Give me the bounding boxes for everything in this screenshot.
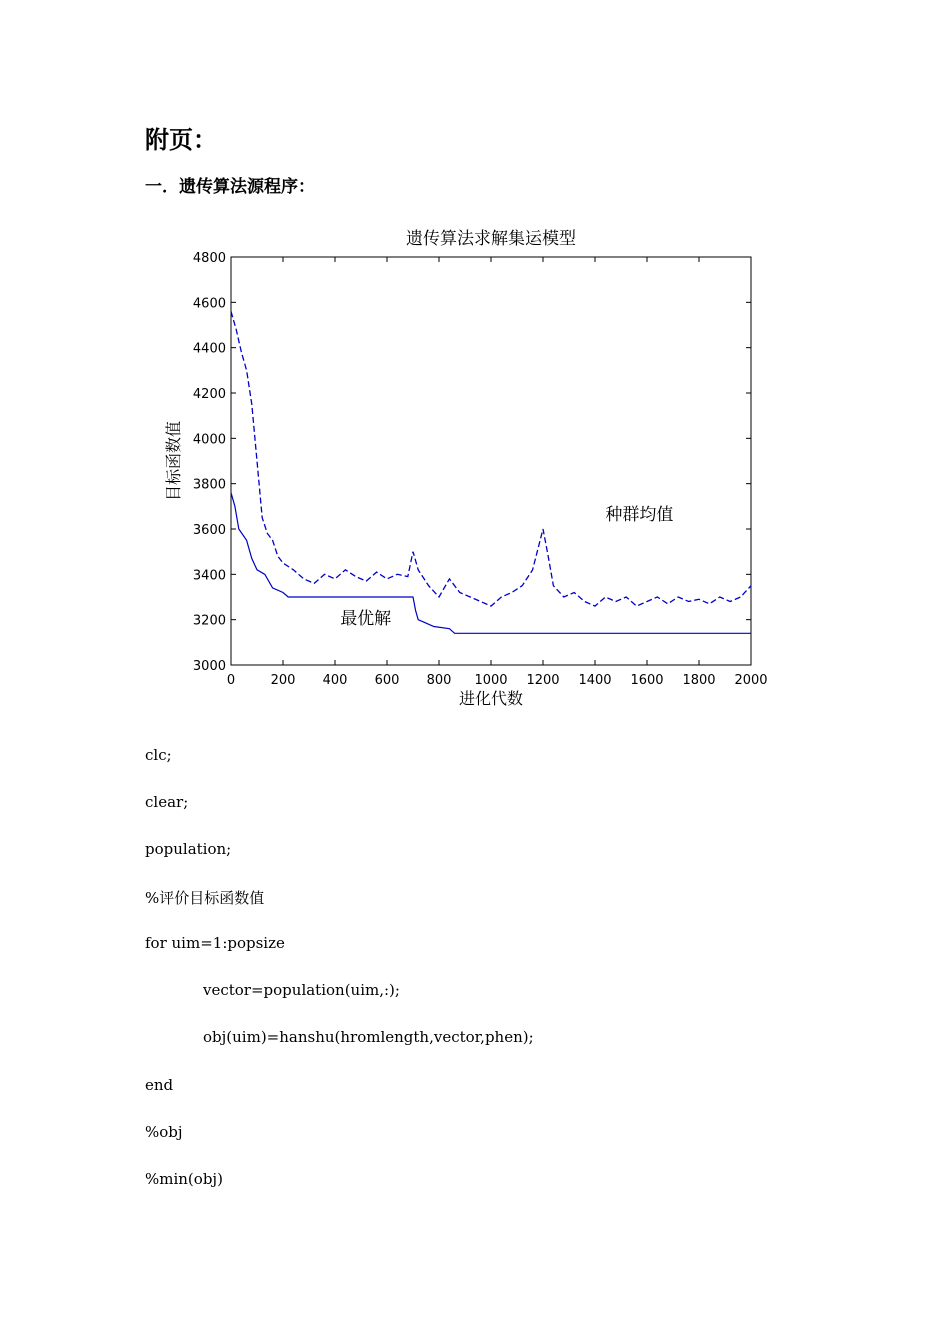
y-tick-label: 4200 (192, 387, 226, 402)
y-axis-label: 目标函数值 (164, 420, 183, 502)
y-tick-label: 3400 (192, 568, 226, 584)
x-tick-label: 200 (270, 673, 296, 688)
y-tick-label: 3800 (192, 477, 226, 493)
annotation-population-mean: 种群均值 (605, 504, 674, 525)
x-tick-label: 1800 (682, 673, 716, 688)
x-tick-label: 400 (322, 673, 348, 688)
code-line-for-loop: for uim=1:popsize (145, 934, 285, 952)
y-tick-label: 4600 (192, 296, 226, 312)
y-tick-label: 3000 (192, 659, 226, 674)
plot-frame (231, 257, 751, 665)
y-tick-label: 3600 (192, 523, 226, 538)
code-line-obj-assign: obj(uim)=hanshu(hromlength,vector,phen); (203, 1028, 534, 1046)
x-tick-label: 1600 (630, 673, 664, 688)
code-line-vector-assign: vector=population(uim,:); (203, 981, 400, 999)
code-line-end: end (145, 1076, 174, 1094)
code-line-comment-obj: %obj (145, 1123, 183, 1141)
page-heading: 附页： (145, 126, 217, 154)
code-line-population: population; (145, 840, 232, 858)
x-tick-label: 1200 (526, 673, 560, 688)
x-axis-label: 进化代数 (458, 689, 524, 708)
code-line-comment-min-obj: %min(obj) (145, 1170, 223, 1188)
x-tick-label: 800 (426, 673, 452, 688)
x-tick-label: 1400 (578, 673, 612, 688)
y-tick-label: 4000 (192, 432, 226, 448)
chart-title: 遗传算法求解集运模型 (406, 229, 576, 249)
annotation-best-solution: 最优解 (340, 609, 392, 630)
y-tick-label: 4400 (192, 341, 226, 357)
x-tick-label: 600 (374, 673, 400, 688)
x-tick-label: 2000 (734, 673, 768, 688)
x-tick-label: 1000 (474, 673, 508, 688)
y-tick-label: 3200 (192, 613, 226, 629)
genetic-algorithm-chart (150, 222, 790, 722)
section-heading: 一．遗传算法源程序： (145, 177, 315, 197)
code-line-clc: clc; (145, 746, 172, 764)
series-population-mean-line (231, 311, 751, 606)
x-tick-label: 0 (226, 673, 236, 688)
code-line-clear: clear; (145, 793, 189, 811)
y-tick-label: 4800 (192, 251, 226, 266)
code-line-comment-evaluate: %评价目标函数值 (145, 889, 265, 907)
